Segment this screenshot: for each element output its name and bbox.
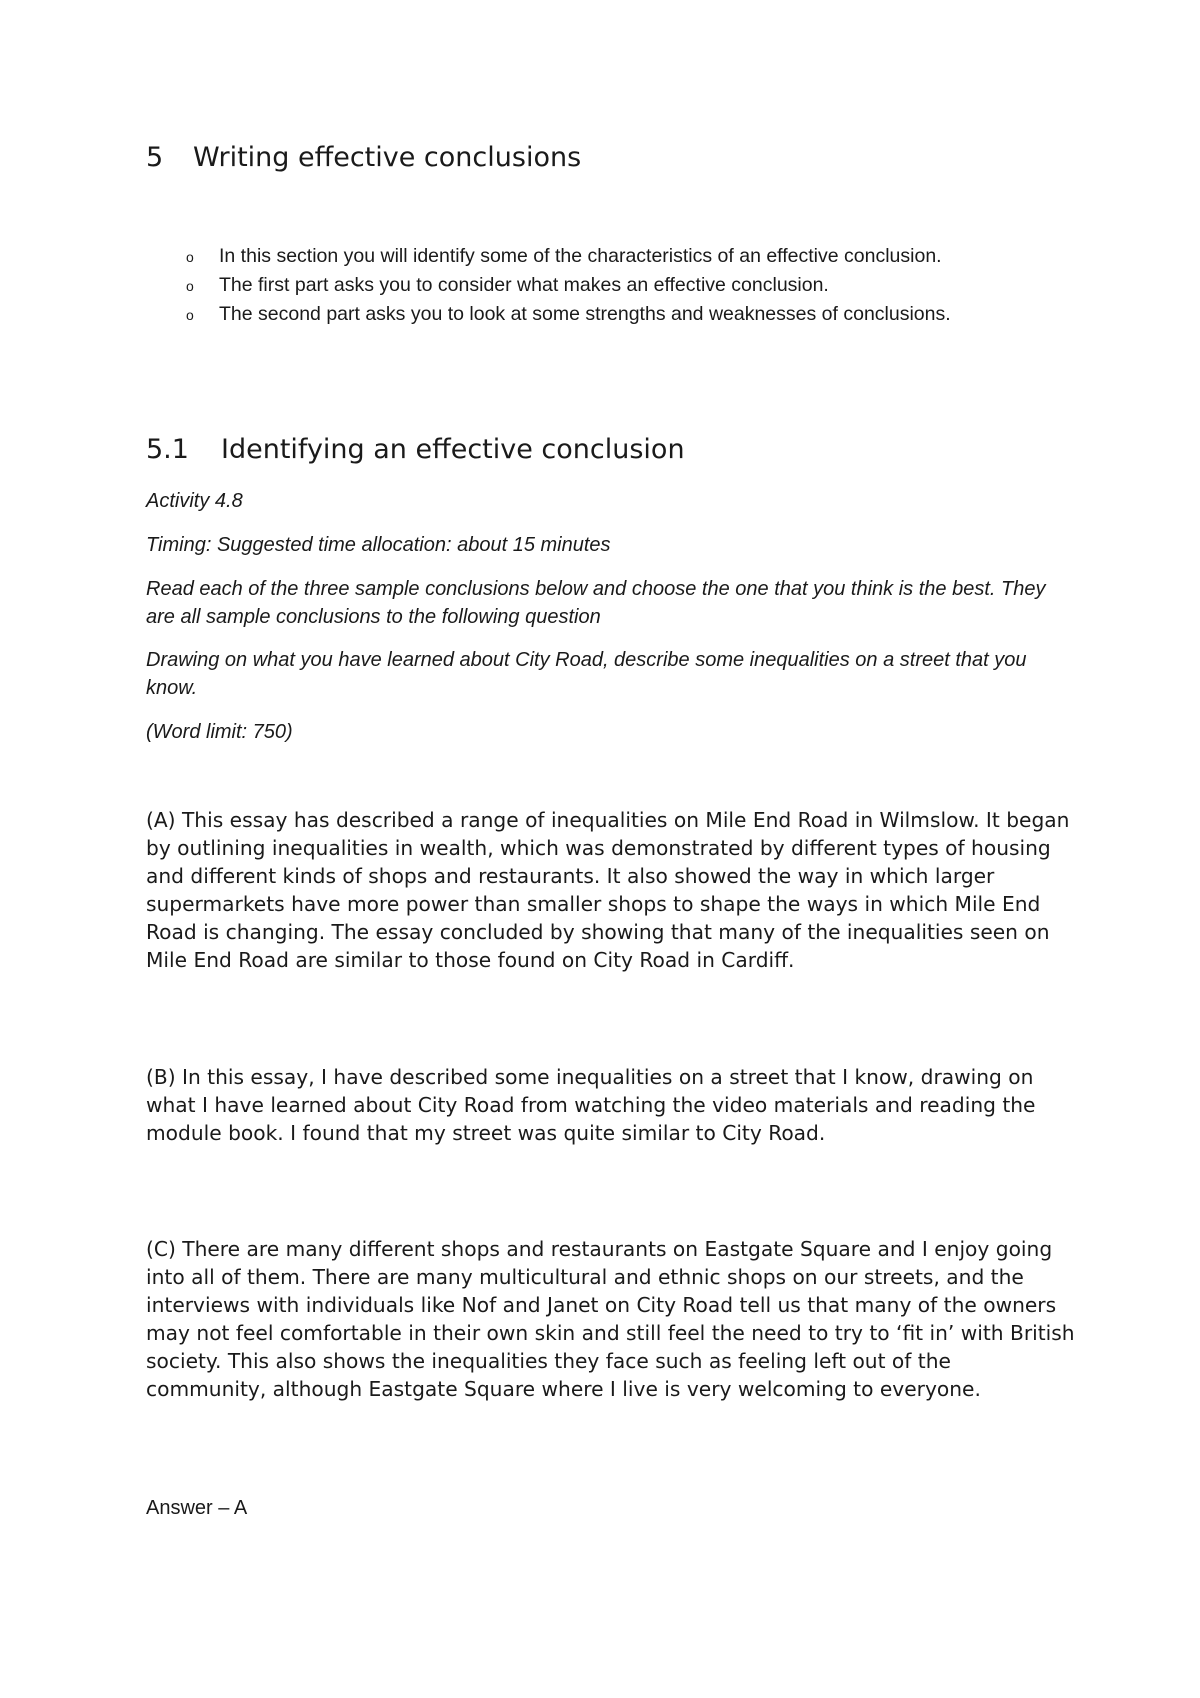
- activity-timing: Timing: Suggested time allocation: about 15 minutes: [146, 534, 611, 556]
- activity-label: Activity 4.8: [146, 490, 243, 512]
- activity-instruction: Read each of the three sample conclusions below and choose the one that you think is the best. They are all sample conclusions to the following question: [146, 578, 1046, 628]
- bullet-marker: o: [186, 249, 194, 265]
- bullet-text: The first part asks you to consider what makes an effective conclusion.: [219, 274, 829, 296]
- bullet-text: In this section you will identify some of the characteristics of an effective conclusion.: [219, 245, 942, 267]
- bullet-marker: o: [186, 307, 194, 323]
- sample-conclusion-a: (A) This essay has described a range of inequalities on Mile End Road in Wilmslow. It began by outlining inequalities in wealth, which was demonstrated by different types of housing and different kinds of shops and restaurants. It also showed the way in which larger supermarkets have more power than smaller shops to shape the ways in which Mile End Road is changing. The essay concluded by showing that many of the inequalities seen on Mile End Road are similar to those found on City Road in Cardiff.: [146, 808, 1070, 972]
- subsection-heading: [146, 434, 685, 465]
- subsection-title: Identifying an effective conclusion: [221, 434, 685, 465]
- activity-word-limit: (Word limit: 750): [146, 721, 293, 743]
- section-title: Writing effective conclusions: [193, 142, 582, 173]
- bullet-marker: o: [186, 278, 194, 294]
- sample-conclusion-c: (C) There are many different shops and restaurants on Eastgate Square and I enjoy going into all of them. There are many multicultural and ethnic shops on our streets, and the interviews with individuals like Nof and Janet on City Road tell us that many of the owners may not feel comfortable in their own skin and still feel the need to try to ‘fit in’ with British society. This also shows the inequalities they face such as feeling left out of the community, although Eastgate Square where I live is very welcoming to everyone.: [146, 1237, 1075, 1401]
- sample-conclusion-b: (B) In this essay, I have described some inequalities on a street that I know, drawing on what I have learned about City Road from watching the video materials and reading the module book. I found that my street was quite similar to City Road.: [146, 1065, 1036, 1145]
- activity-question: Drawing on what you have learned about City Road, describe some inequalities on a street that you know.: [146, 649, 1027, 699]
- subsection-number: 5.1: [146, 434, 189, 465]
- section-number: 5: [146, 142, 164, 173]
- section-heading: [146, 142, 581, 173]
- answer-text: Answer – A: [146, 1497, 248, 1519]
- bullet-text: The second part asks you to look at some strengths and weaknesses of conclusions.: [219, 303, 951, 325]
